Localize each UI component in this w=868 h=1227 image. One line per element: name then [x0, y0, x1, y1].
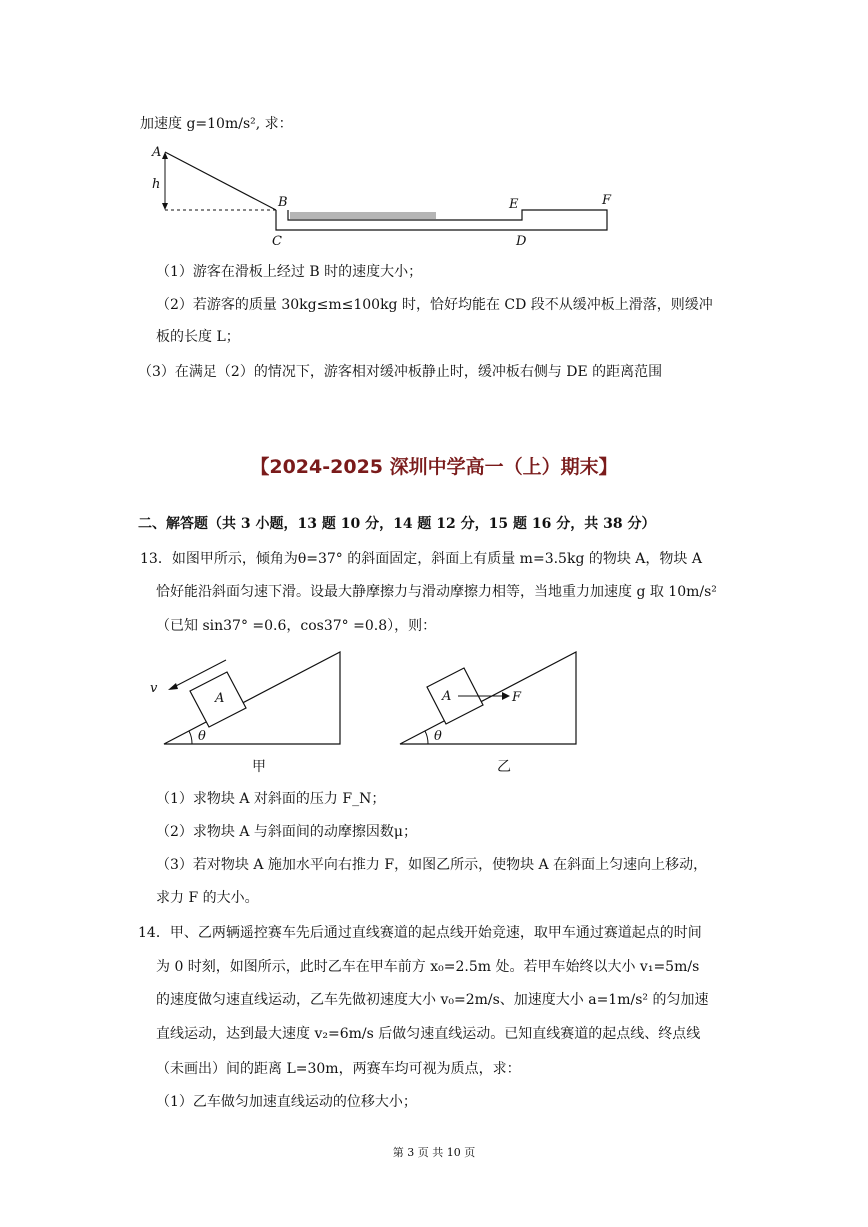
- q13-s3-line2: 求力 F 的大小。: [156, 890, 259, 906]
- q14-line3: 的速度做匀速直线运动，乙车先做初速度大小 v₀=2m/s、加速度大小 a=1m/s² 的匀加速: [156, 992, 709, 1008]
- prev-q3: （3）在满足（2）的情况下，游客相对缓冲板静止时，缓冲板右侧与 DE 的距离范围: [138, 364, 663, 380]
- q14-line4: 直线运动，达到最大速度 v₂=6m/s 后做匀速直线运动。已知直线赛道的起点线、终点线: [156, 1026, 701, 1042]
- q14-line2: 为 0 时刻，如图所示，此时乙车在甲车前方 x₀=2.5m 处。若甲车始终以大小 v₁=5m/s: [156, 959, 700, 975]
- fig-right-caption: 乙: [497, 759, 511, 775]
- slide-figure: [140, 138, 620, 250]
- fig-right-a: A: [442, 689, 452, 704]
- q13-s3-line1: （3）若对物块 A 施加水平向右推力 F，如图乙所示，使物块 A 在斜面上匀速向上移动，: [156, 857, 708, 873]
- q14-line1: 14．甲、乙两辆遥控赛车先后通过直线赛道的起点线开始竞速，取甲车通过赛道起点的时间: [138, 925, 702, 941]
- label-b: B: [278, 195, 288, 210]
- fig-left-caption: 甲: [252, 759, 266, 775]
- label-e: E: [509, 197, 519, 212]
- q14-line5: （未画出）间的距离 L=30m，两赛车均可视为质点，求：: [156, 1061, 521, 1077]
- prev-lead: 加速度 g=10m/s², 求：: [140, 116, 293, 132]
- page-footer: 第 3 页 共 10 页: [392, 1146, 476, 1159]
- fig-right-f: F: [512, 690, 522, 705]
- q13-line2: 恰好能沿斜面匀速下滑。设最大静摩擦力与滑动摩擦力相等，当地重力加速度 g 取 10m/s²: [156, 584, 717, 600]
- label-f: F: [602, 193, 612, 208]
- label-a: A: [152, 145, 162, 160]
- section-header: 二、解答题（共 3 小题，13 题 10 分，14 题 12 分，15 题 16 分，共 38 分）: [138, 516, 656, 532]
- fig-left-theta: θ: [198, 729, 206, 744]
- label-h: h: [152, 177, 161, 192]
- q13-s1: （1）求物块 A 对斜面的压力 F_N；: [156, 791, 386, 807]
- label-c: C: [272, 234, 282, 249]
- prev-q2-line2: 板的长度 L；: [156, 329, 240, 345]
- q13-line3: （已知 sin37° =0.6，cos37° =0.8），则：: [156, 618, 437, 634]
- fig-left-v: v: [150, 681, 158, 696]
- q13-figures: [140, 640, 610, 780]
- prev-q2-line1: （2）若游客的质量 30kg≤m≤100kg 时，恰好均能在 CD 段不从缓冲板上滑落，则缓冲: [156, 297, 713, 313]
- fig-left-a: A: [215, 691, 225, 706]
- prev-q1: （1）游客在滑板上经过 B 时的速度大小；: [156, 264, 423, 280]
- label-d: D: [516, 234, 527, 249]
- q13-s2: （2）求物块 A 与斜面间的动摩擦因数μ；: [156, 824, 418, 840]
- fig-right-theta: θ: [434, 729, 442, 744]
- exam-heading: 【2024-2025 深圳中学高一（上）期末】: [250, 456, 618, 478]
- q13-line1: 13．如图甲所示，倾角为θ=37° 的斜面固定，斜面上有质量 m=3.5kg 的物块 A，物块 A: [140, 551, 702, 567]
- q14-s1: （1）乙车做匀加速直线运动的位移大小；: [156, 1094, 417, 1110]
